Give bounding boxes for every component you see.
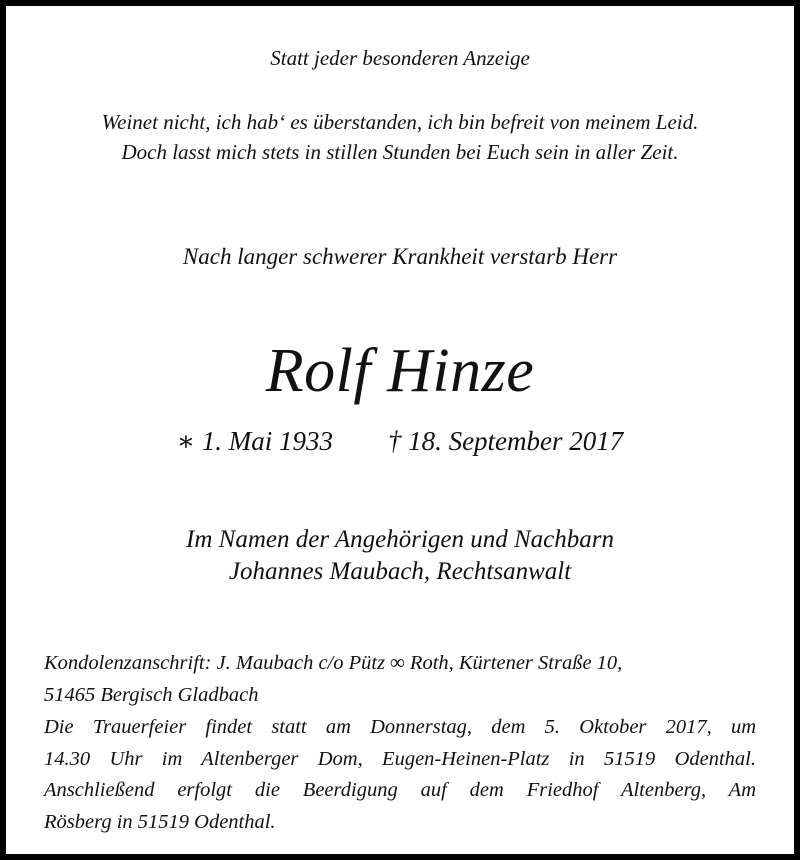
verse-line-1: Weinet nicht, ich hab‘ es überstanden, ich bin befreit von meinem Leid. xyxy=(101,110,699,134)
signature-line-1: Im Namen der Angehörigen und Nachbarn xyxy=(186,526,614,553)
service-info-line: Die Trauerfeier findet statt am Donnerstag, dem 5. Oktober 2017, um xyxy=(44,716,756,738)
verse-line-2: Doch lasst mich stets in stillen Stunden bei Euch sein in aller Zeit. xyxy=(121,140,679,164)
death-date: † 18. September 2017 xyxy=(387,426,624,456)
signature-line-2: Johannes Maubach, Rechtsanwalt xyxy=(228,558,572,585)
service-info-line: Anschließend erfolgt die Beerdigung auf dem Friedhof Altenberg, Am xyxy=(44,779,756,801)
announcement: Nach langer schwerer Krankheit verstarb Herr xyxy=(182,244,618,269)
condolence-address xyxy=(44,648,756,711)
service-info xyxy=(44,712,756,838)
intro-line: Statt jeder besonderen Anzeige xyxy=(270,46,530,70)
service-info-line: Rösberg in 51519 Odenthal. xyxy=(44,810,276,833)
deceased-name: Rolf Hinze xyxy=(265,337,535,405)
condolence-address-line: Kondolenzanschrift: J. Maubach c/o Pütz ∞ Roth, Kürtener Straße 10, xyxy=(44,652,623,674)
condolence-address-line: 51465 Bergisch Gladbach xyxy=(44,683,259,706)
birth-date: ∗ 1. Mai 1933 xyxy=(176,426,334,456)
life-dates xyxy=(6,426,794,457)
service-info-line: 14.30 Uhr im Altenberger Dom, Eugen-Heinen-Platz in 51519 Odenthal. xyxy=(44,747,756,770)
